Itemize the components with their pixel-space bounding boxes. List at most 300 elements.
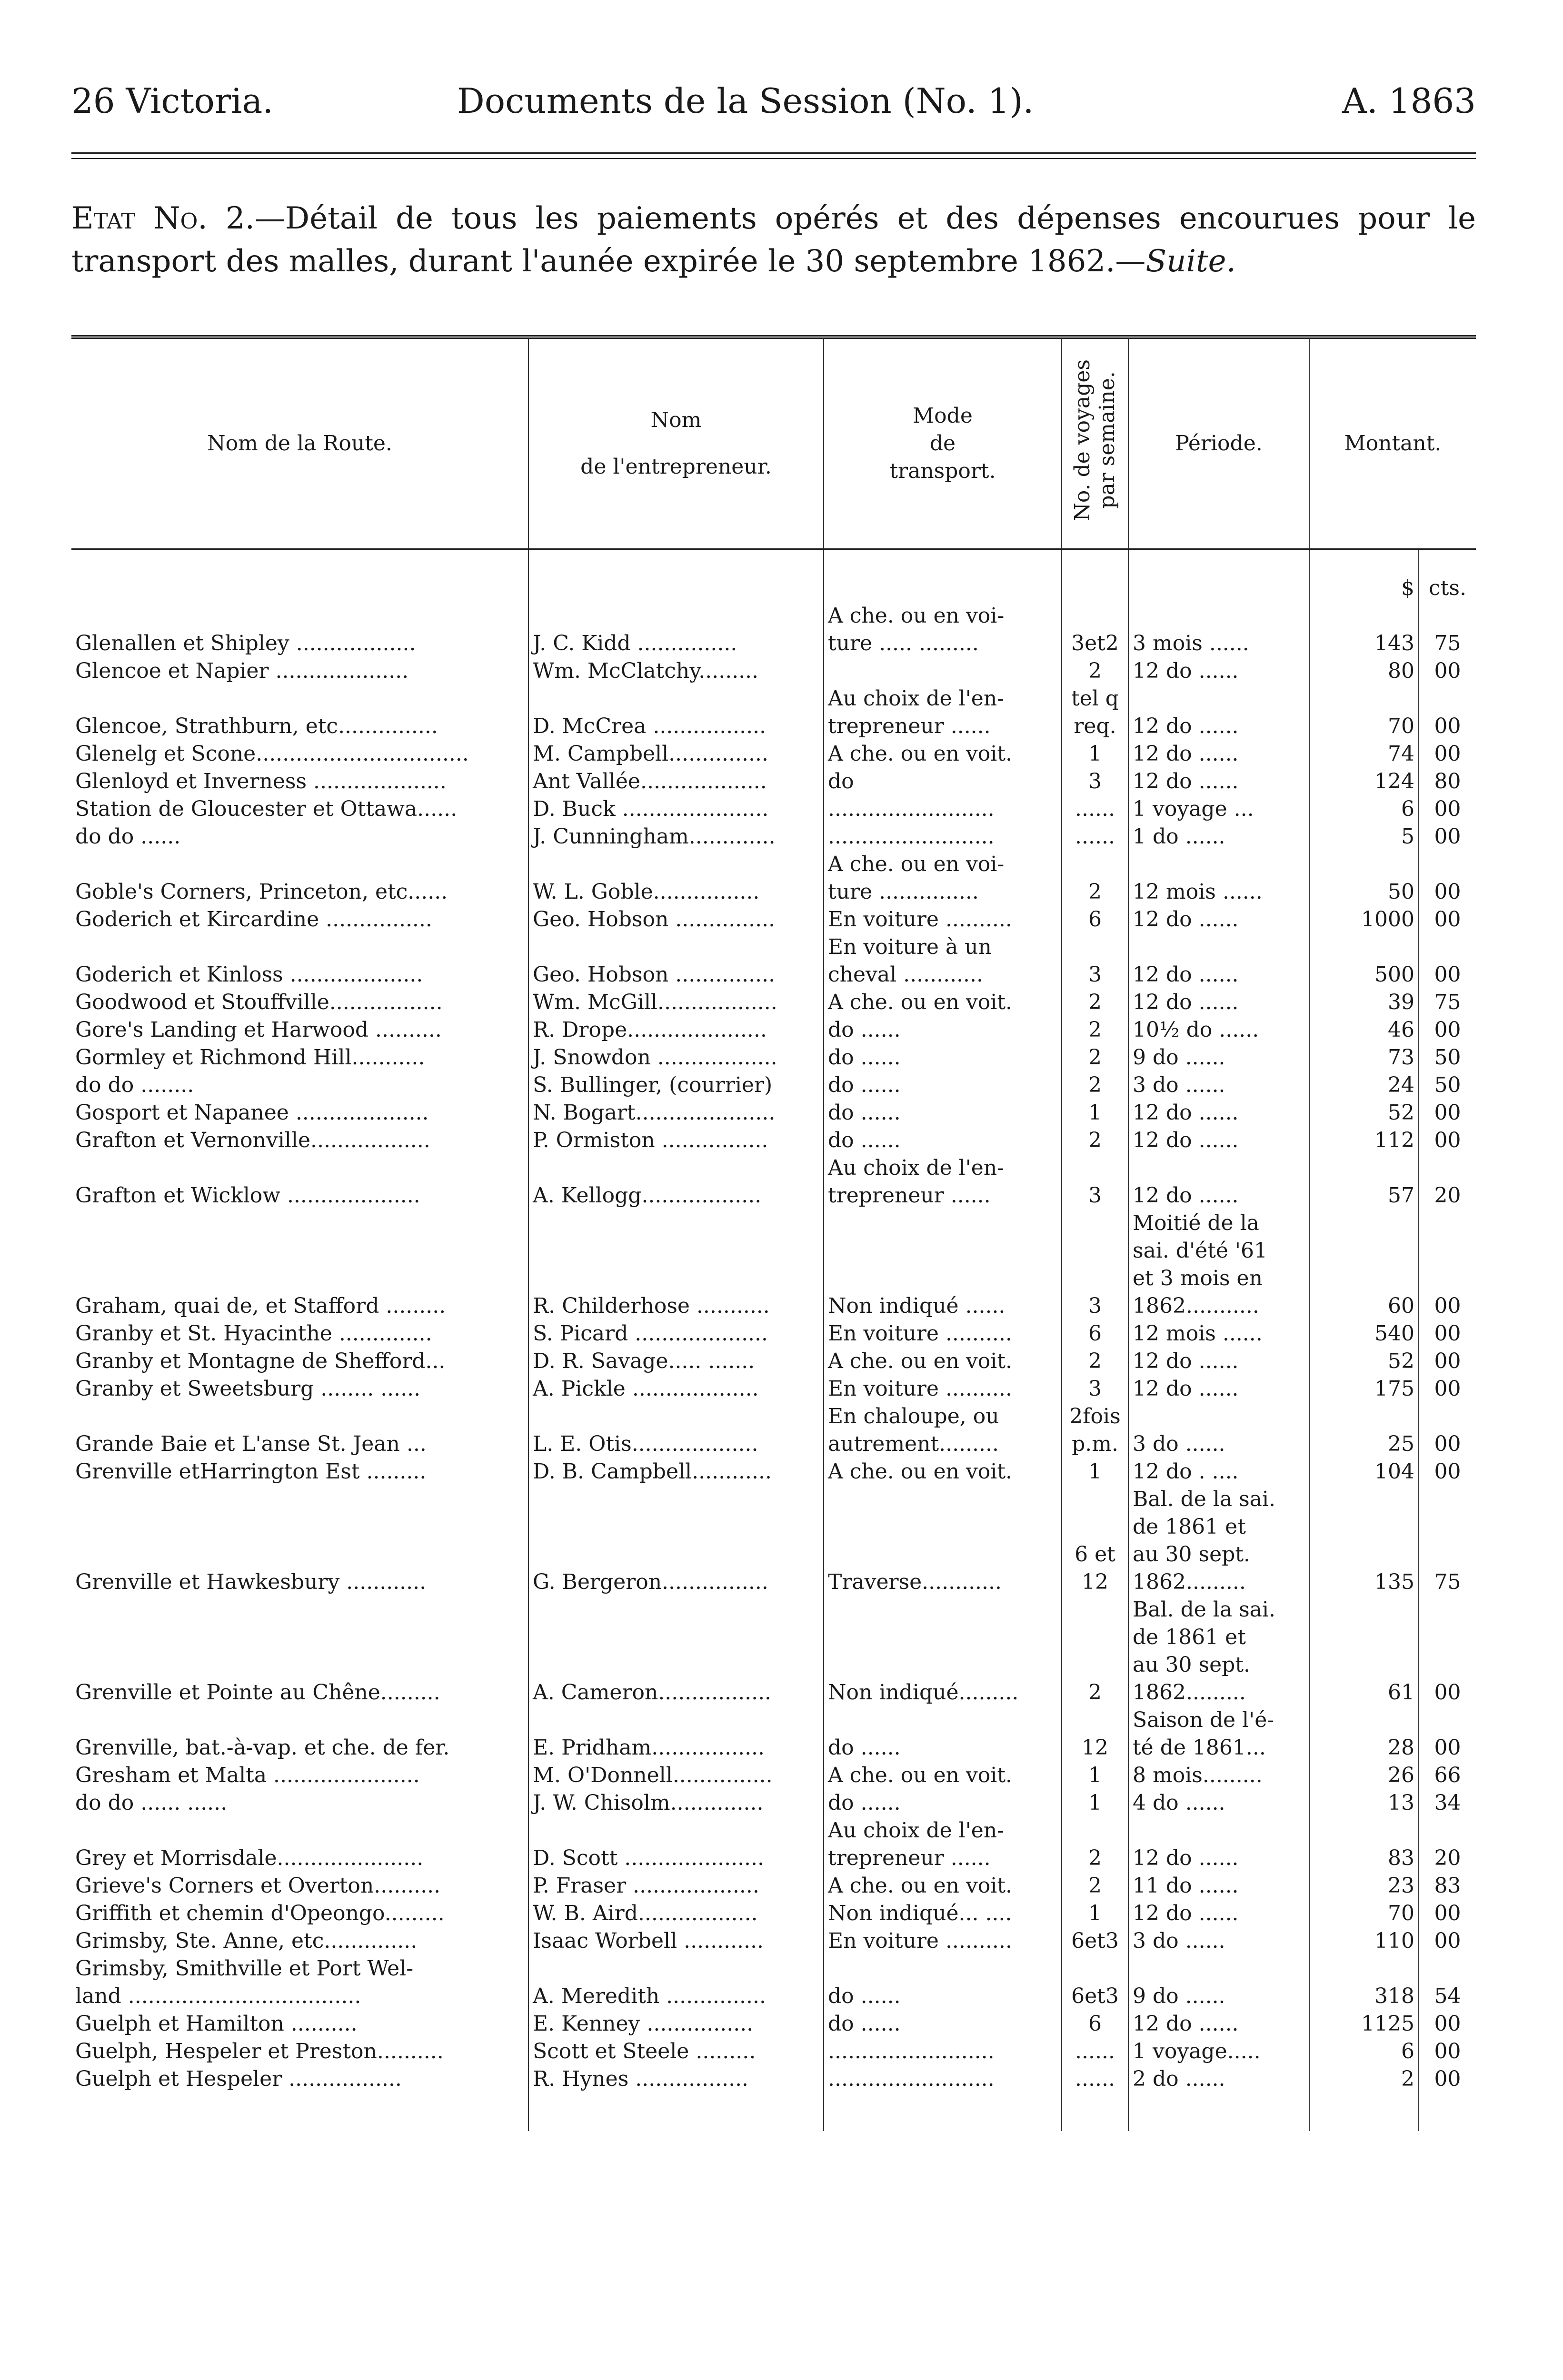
cell-dollars: 2 [1309, 2065, 1419, 2093]
cell-cents: 00 [1419, 1320, 1476, 1348]
cell-cents: 00 [1419, 1927, 1476, 1955]
cell-dollars: 23 [1309, 1872, 1419, 1900]
cell-cents: 00 [1419, 740, 1476, 768]
cell-trips: ...... [1062, 823, 1128, 851]
cell-route: Griffith et chemin d'Opeongo......... [75, 1901, 445, 1925]
cell-contractor: E. Pridham................. [528, 1706, 824, 1762]
cell-dollars: 52 [1309, 1348, 1419, 1375]
cell-mode: do ...... [824, 1044, 1062, 1071]
cell-cents: 00 [1419, 851, 1476, 906]
cell-mode: ......................... [824, 823, 1062, 851]
cell-dollars: 28 [1309, 1706, 1419, 1762]
cell-route: Station de Gloucester et Ottawa...... [75, 797, 458, 821]
cell-mode: A che. ou en voit. [824, 1348, 1062, 1375]
cell-dollars: 112 [1309, 1127, 1419, 1154]
cell-trips: 12 [1062, 1706, 1128, 1762]
cell-mode: do ...... [824, 1016, 1062, 1044]
cell-cents: 75 [1419, 602, 1476, 657]
table-header-row [71, 337, 1476, 549]
cell-dollars: 24 [1309, 1071, 1419, 1099]
cell-route: Grieve's Corners et Overton.......... [75, 1874, 441, 1898]
cell-contractor: L. E. Otis................... [528, 1403, 824, 1458]
cell-route: Guelph et Hespeler ................. [75, 2067, 402, 2091]
cell-route: Guelph, Hespeler et Preston.......... [75, 2039, 444, 2063]
cell-mode: En chaloupe, ou autrement......... [824, 1403, 1062, 1458]
table-row [71, 1320, 1476, 1348]
cell-route: do do ...... [75, 824, 181, 849]
table-row [71, 1872, 1476, 1900]
cell-cents: 50 [1419, 1071, 1476, 1099]
cell-period: Moitié de la sai. d'été '61 et 3 mois en 1862........... [1128, 1210, 1309, 1320]
cell-cents: 00 [1419, 933, 1476, 989]
table-row [71, 2065, 1476, 2093]
cell-route: Goble's Corners, Princeton, etc...... [75, 880, 448, 904]
cell-dollars: 5 [1309, 823, 1419, 851]
cell-dollars: 57 [1309, 1154, 1419, 1210]
cell-dollars: 60 [1309, 1210, 1419, 1320]
cell-mode: Non indiqué ...... [824, 1210, 1062, 1320]
cell-period: 12 do ...... [1128, 657, 1309, 685]
cell-route: Goodwood et Stouffville................. [75, 990, 443, 1014]
cell-period: Bal. de la sai. de 1861 et au 30 sept. 1862......... [1128, 1596, 1309, 1706]
cell-mode: Non indiqué......... [824, 1596, 1062, 1706]
cell-contractor: R. Hynes ................. [528, 2065, 824, 2093]
cell-trips: ...... [1062, 2038, 1128, 2065]
cell-cents: 34 [1419, 1789, 1476, 1817]
cell-contractor: A. Meredith ............... [528, 1955, 824, 2010]
cell-period: 3 do ...... [1128, 1927, 1309, 1955]
cell-mode: do ...... [824, 1127, 1062, 1154]
cell-mode: A che. ou en voit. [824, 1458, 1062, 1486]
table-row [71, 602, 1476, 657]
cell-contractor: W. B. Aird.................. [528, 1900, 824, 1927]
table-row [71, 1127, 1476, 1154]
cell-dollars: 540 [1309, 1320, 1419, 1348]
cell-dollars: 135 [1309, 1486, 1419, 1596]
cell-period: 12 mois ...... [1128, 1320, 1309, 1348]
cell-period: Saison de l'é- té de 1861... [1128, 1706, 1309, 1762]
cell-trips: 2fois p.m. [1062, 1403, 1128, 1458]
dollar-unit: $ [1309, 549, 1419, 603]
cell-cents: 00 [1419, 906, 1476, 933]
cell-trips: 2 [1062, 1127, 1128, 1154]
cell-period: 12 do ...... [1128, 1817, 1309, 1872]
cell-trips: 2 [1062, 1348, 1128, 1375]
cell-contractor: J. W. Chisolm.............. [528, 1789, 824, 1817]
cell-route: Granby et St. Hyacinthe .............. [75, 1321, 432, 1346]
cell-contractor: M. Campbell............... [528, 740, 824, 768]
cell-cents: 00 [1419, 1127, 1476, 1154]
cell-period: 12 do ...... [1128, 906, 1309, 933]
cell-period: 1 voyage ... [1128, 795, 1309, 823]
cell-mode: ......................... [824, 795, 1062, 823]
cell-contractor: Wm. McGill.................. [528, 989, 824, 1016]
cell-cents: 20 [1419, 1817, 1476, 1872]
cell-contractor: Isaac Worbell ............ [528, 1927, 824, 1955]
cell-mode: do ...... [824, 1789, 1062, 1817]
table-row [71, 1099, 1476, 1127]
cell-dollars: 110 [1309, 1927, 1419, 1955]
cell-period: 12 do ...... [1128, 768, 1309, 795]
cell-mode: A che. ou en voi- ture ............... [824, 851, 1062, 906]
cell-dollars: 61 [1309, 1596, 1419, 1706]
cell-trips: 2 [1062, 1071, 1128, 1099]
table-row [71, 1044, 1476, 1071]
units-row [71, 549, 1476, 603]
cell-route: Grenville, bat.-à-vap. et che. de fer. [75, 1735, 450, 1760]
cell-trips: 2 [1062, 1016, 1128, 1044]
cell-cents: 00 [1419, 1016, 1476, 1044]
cell-mode: do ...... [824, 1099, 1062, 1127]
table-row [71, 989, 1476, 1016]
table-row [71, 823, 1476, 851]
cell-route: Glenallen et Shipley .................. [75, 631, 416, 655]
cell-route: Gormley et Richmond Hill........... [75, 1045, 425, 1070]
cell-dollars: 52 [1309, 1099, 1419, 1127]
cell-contractor: R. Childerhose ........... [528, 1210, 824, 1320]
header-year: A. 1863 [1342, 81, 1476, 121]
table-row [71, 933, 1476, 989]
table-row [71, 1458, 1476, 1486]
cell-dollars: 26 [1309, 1762, 1419, 1789]
cell-trips: 2 [1062, 1044, 1128, 1071]
cell-contractor: E. Kenney ................ [528, 2010, 824, 2038]
cell-mode: do ...... [824, 2010, 1062, 2038]
col-route-header: Nom de la Route. [71, 337, 528, 549]
table-row [71, 1016, 1476, 1044]
cell-dollars: 6 [1309, 2038, 1419, 2065]
cell-trips: 1 [1062, 740, 1128, 768]
cell-contractor: J. Cunningham............. [528, 823, 824, 851]
cell-mode [824, 657, 1062, 685]
table-row [71, 1375, 1476, 1403]
cell-contractor: M. O'Donnell............... [528, 1762, 824, 1789]
cell-contractor: J. C. Kidd ............... [528, 602, 824, 657]
table-row [71, 851, 1476, 906]
cell-mode: A che. ou en voit. [824, 989, 1062, 1016]
cell-mode: do ...... [824, 1071, 1062, 1099]
cell-trips: ...... [1062, 795, 1128, 823]
cell-mode: A che. ou en voit. [824, 740, 1062, 768]
cell-trips: 6et3 [1062, 1955, 1128, 2010]
cell-contractor: Wm. McClatchy......... [528, 657, 824, 685]
table-row [71, 1486, 1476, 1596]
cell-cents: 00 [1419, 2010, 1476, 2038]
cell-trips: 3 [1062, 1154, 1128, 1210]
cell-contractor: Ant Vallée................... [528, 768, 824, 795]
cell-cents: 00 [1419, 1099, 1476, 1127]
cell-dollars: 70 [1309, 1900, 1419, 1927]
cell-dollars: 80 [1309, 657, 1419, 685]
cell-dollars: 104 [1309, 1458, 1419, 1486]
cents-unit: cts. [1419, 549, 1476, 603]
cell-cents: 00 [1419, 795, 1476, 823]
cell-route: Guelph et Hamilton .......... [75, 2012, 358, 2036]
cell-trips: 6et3 [1062, 1927, 1128, 1955]
cell-mode: do ...... [824, 1706, 1062, 1762]
cell-route: Gresham et Malta ...................... [75, 1763, 420, 1787]
cell-mode: Au choix de l'en- trepreneur ...... [824, 1817, 1062, 1872]
cell-mode: En voiture .......... [824, 906, 1062, 933]
cell-trips: 2 [1062, 989, 1128, 1016]
cell-route: Goderich et Kircardine ................ [75, 907, 432, 932]
cell-contractor: D. R. Savage..... ....... [528, 1348, 824, 1375]
cell-period: 1 do ...... [1128, 823, 1309, 851]
cell-trips: 1 [1062, 1458, 1128, 1486]
header-regnal-year: 26 Victoria. [71, 81, 274, 121]
cell-trips: 6 [1062, 1320, 1128, 1348]
table-row [71, 1955, 1476, 2010]
cell-contractor: S. Picard .................... [528, 1320, 824, 1348]
table-row [71, 2038, 1476, 2065]
cell-route: Granby et Montagne de Shefford... [75, 1349, 446, 1373]
cell-dollars: 175 [1309, 1375, 1419, 1403]
cell-period: 9 do ...... [1128, 1955, 1309, 2010]
cell-period: 11 do ...... [1128, 1872, 1309, 1900]
cell-period: 12 do ...... [1128, 989, 1309, 1016]
table-row [71, 685, 1476, 740]
cell-period: Bal. de la sai. de 1861 et au 30 sept. 1862......... [1128, 1486, 1309, 1596]
table-row [71, 1210, 1476, 1320]
cell-route: do do ...... ...... [75, 1791, 228, 1815]
cell-dollars: 73 [1309, 1044, 1419, 1071]
table-row [71, 906, 1476, 933]
cell-route: Grande Baie et L'anse St. Jean ... [75, 1432, 427, 1456]
header-publication: Documents de la Session (No. 1). [457, 81, 1034, 121]
cell-mode: En voiture .......... [824, 1375, 1062, 1403]
table-row [71, 1596, 1476, 1706]
cell-cents: 00 [1419, 823, 1476, 851]
cell-dollars: 74 [1309, 740, 1419, 768]
cell-cents: 00 [1419, 685, 1476, 740]
cell-contractor: A. Cameron................. [528, 1596, 824, 1706]
cell-contractor: D. B. Campbell............ [528, 1458, 824, 1486]
cell-mode: ......................... [824, 2065, 1062, 2093]
cell-cents: 80 [1419, 768, 1476, 795]
cell-cents: 00 [1419, 1403, 1476, 1458]
cell-route: Grafton et Vernonville.................. [75, 1128, 430, 1152]
cell-period: 12 do ...... [1128, 1099, 1309, 1127]
table-row [71, 657, 1476, 685]
cell-contractor: D. McCrea ................. [528, 685, 824, 740]
cell-period: 4 do ...... [1128, 1789, 1309, 1817]
cell-trips: 2 [1062, 851, 1128, 906]
cell-contractor: D. Scott ..................... [528, 1817, 824, 1872]
table-row [71, 1071, 1476, 1099]
table-row [71, 795, 1476, 823]
table-title-suite: Suite. [1145, 244, 1236, 279]
cell-trips: ...... [1062, 2065, 1128, 2093]
cell-contractor: P. Fraser ................... [528, 1872, 824, 1900]
cell-period: 12 do ...... [1128, 1154, 1309, 1210]
cell-period: 12 do ...... [1128, 2010, 1309, 2038]
cell-trips: 3 [1062, 1375, 1128, 1403]
cell-cents: 83 [1419, 1872, 1476, 1900]
cell-contractor: A. Kellogg.................. [528, 1154, 824, 1210]
cell-contractor: A. Pickle ................... [528, 1375, 824, 1403]
table-title [71, 197, 1476, 283]
cell-period: 8 mois......... [1128, 1762, 1309, 1789]
cell-mode: Non indiqué... .... [824, 1900, 1062, 1927]
cell-period: 2 do ...... [1128, 2065, 1309, 2093]
cell-period: 12 do ...... [1128, 1900, 1309, 1927]
cell-period: 12 do . .... [1128, 1458, 1309, 1486]
cell-period: 3 do ...... [1128, 1403, 1309, 1458]
cell-cents: 00 [1419, 2065, 1476, 2093]
cell-trips: 2 [1062, 1596, 1128, 1706]
cell-cents: 00 [1419, 1596, 1476, 1706]
cell-dollars: 318 [1309, 1955, 1419, 2010]
cell-contractor: S. Bullinger, (courrier) [528, 1071, 824, 1099]
cell-route: do do ........ [75, 1073, 194, 1097]
cell-trips: 6 et 12 [1062, 1486, 1128, 1596]
cell-trips: 6 [1062, 906, 1128, 933]
cell-route: Graham, quai de, et Stafford ......... [75, 1294, 446, 1318]
cell-dollars: 46 [1309, 1016, 1419, 1044]
cell-trips: 2 [1062, 1817, 1128, 1872]
cell-period: 12 do ...... [1128, 933, 1309, 989]
cell-contractor: W. L. Goble................ [528, 851, 824, 906]
cell-period: 9 do ...... [1128, 1044, 1309, 1071]
table-row [71, 1762, 1476, 1789]
col-mode-header: Mode de transport. [824, 337, 1062, 549]
cell-route: Glenloyd et Inverness .................... [75, 769, 447, 793]
cell-dollars: 13 [1309, 1789, 1419, 1817]
table-row [71, 2010, 1476, 2038]
cell-period: 12 mois ...... [1128, 851, 1309, 906]
cell-contractor: R. Drope..................... [528, 1016, 824, 1044]
cell-period: 1 voyage..... [1128, 2038, 1309, 2065]
table-row [71, 740, 1476, 768]
col-period-header: Période. [1128, 337, 1309, 549]
cell-contractor: J. Snowdon .................. [528, 1044, 824, 1071]
cell-contractor: Geo. Hobson ............... [528, 906, 824, 933]
cell-period: 10½ do ...... [1128, 1016, 1309, 1044]
cell-mode: Traverse............ [824, 1486, 1062, 1596]
cell-dollars: 83 [1309, 1817, 1419, 1872]
table-row [71, 1403, 1476, 1458]
running-head [71, 81, 1476, 133]
cell-mode: Au choix de l'en- trepreneur ...... [824, 1154, 1062, 1210]
cell-mode: A che. ou en voit. [824, 1872, 1062, 1900]
cell-route: Grimsby, Ste. Anne, etc.............. [75, 1929, 418, 1953]
cell-cents: 50 [1419, 1044, 1476, 1071]
cell-contractor: G. Bergeron................ [528, 1486, 824, 1596]
cell-route: Gore's Landing et Harwood .......... [75, 1018, 442, 1042]
cell-cents: 75 [1419, 1486, 1476, 1596]
cell-dollars: 124 [1309, 768, 1419, 795]
cell-route: Goderich et Kinloss .................... [75, 962, 423, 987]
cell-route: Glencoe et Napier .................... [75, 659, 409, 683]
cell-route: Glencoe, Strathburn, etc............... [75, 714, 438, 738]
cell-mode: A che. ou en voi- ture ..... ......... [824, 602, 1062, 657]
cell-period: 12 do ...... [1128, 740, 1309, 768]
cell-cents: 00 [1419, 1458, 1476, 1486]
table-row [71, 768, 1476, 795]
cell-mode: Au choix de l'en- trepreneur ...... [824, 685, 1062, 740]
cell-period: 3 do ...... [1128, 1071, 1309, 1099]
cell-trips: tel q req. [1062, 685, 1128, 740]
cell-cents: 20 [1419, 1154, 1476, 1210]
cell-mode: ......................... [824, 2038, 1062, 2065]
cell-contractor: Scott et Steele ......... [528, 2038, 824, 2065]
col-trips-header: No. de voyages par semaine. [1062, 337, 1128, 549]
payments-table [71, 335, 1476, 2131]
cell-route: Grafton et Wicklow .................... [75, 1183, 420, 1208]
cell-cents: 00 [1419, 2038, 1476, 2065]
cell-mode: A che. ou en voit. [824, 1762, 1062, 1789]
cell-period: 12 do ...... [1128, 1127, 1309, 1154]
cell-trips: 1 [1062, 1099, 1128, 1127]
table-end-spacer [71, 2093, 1476, 2131]
cell-cents: 00 [1419, 657, 1476, 685]
table-row [71, 1706, 1476, 1762]
cell-mode: do ...... [824, 1955, 1062, 2010]
cell-cents: 75 [1419, 989, 1476, 1016]
cell-trips: 1 [1062, 1789, 1128, 1817]
cell-trips: 3 [1062, 1210, 1128, 1320]
cell-dollars: 39 [1309, 989, 1419, 1016]
cell-dollars: 500 [1309, 933, 1419, 989]
cell-route: Grenville et Hawkesbury ............ [75, 1570, 427, 1594]
cell-route: Gosport et Napanee .................... [75, 1101, 429, 1125]
cell-dollars: 6 [1309, 795, 1419, 823]
header-rule [71, 152, 1476, 159]
table-row [71, 1900, 1476, 1927]
cell-cents: 54 [1419, 1955, 1476, 2010]
table-row [71, 1154, 1476, 1210]
cell-dollars: 1125 [1309, 2010, 1419, 2038]
cell-trips: 1 [1062, 1762, 1128, 1789]
cell-trips: 6 [1062, 2010, 1128, 2038]
cell-period: 12 do ...... [1128, 1375, 1309, 1403]
cell-dollars: 143 [1309, 602, 1419, 657]
cell-contractor: P. Ormiston ................ [528, 1127, 824, 1154]
cell-mode: En voiture à un cheval ............ [824, 933, 1062, 989]
cell-contractor: Geo. Hobson ............... [528, 933, 824, 989]
cell-cents: 00 [1419, 1375, 1476, 1403]
cell-trips: 3 [1062, 768, 1128, 795]
cell-mode: do [824, 768, 1062, 795]
cell-dollars: 50 [1309, 851, 1419, 906]
cell-cents: 66 [1419, 1762, 1476, 1789]
cell-trips: 3 [1062, 933, 1128, 989]
table-title-text: —Détail de tous les paiements opérés et des dépenses encourues pour le transport des malles, durant l'aunée expirée le 30 septembre 1862.— [71, 201, 1476, 279]
table-row [71, 1927, 1476, 1955]
cell-dollars: 70 [1309, 685, 1419, 740]
cell-period: 12 do ...... [1128, 1348, 1309, 1375]
table-row [71, 1348, 1476, 1375]
cell-cents: 00 [1419, 1348, 1476, 1375]
cell-dollars: 25 [1309, 1403, 1419, 1458]
cell-route: Glenelg et Scone................................ [75, 742, 469, 766]
table-row [71, 1817, 1476, 1872]
cell-cents: 00 [1419, 1900, 1476, 1927]
cell-route: Granby et Sweetsburg ........ ...... [75, 1377, 421, 1401]
cell-route: Grenville et Pointe au Chêne......... [75, 1680, 440, 1705]
cell-route: Grimsby, Smithville et Port Wel- land ................................... [75, 1956, 414, 2008]
cell-trips: 1 [1062, 1900, 1128, 1927]
col-contractor-header: Nom de l'entrepreneur. [528, 337, 824, 549]
cell-cents: 00 [1419, 1210, 1476, 1320]
col-amount-header: Montant. [1309, 337, 1476, 549]
cell-cents: 00 [1419, 1706, 1476, 1762]
cell-trips: 2 [1062, 1872, 1128, 1900]
cell-period: 3 mois ...... [1128, 602, 1309, 657]
table-label: Etat No. 2. [71, 201, 255, 236]
cell-trips: 3et2 [1062, 602, 1128, 657]
document-page [71, 81, 1476, 2131]
